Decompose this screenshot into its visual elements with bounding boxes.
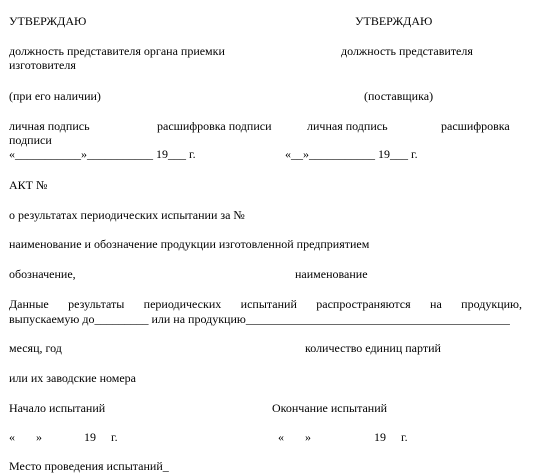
designation-label: обозначение, — [9, 267, 76, 281]
batch-count-label: количество единиц партий — [305, 341, 441, 355]
approval-title-left: УТВЕРЖДАЮ — [9, 14, 87, 28]
signature-decode-left: расшифровка подписи — [157, 119, 272, 133]
signature-label-right: личная подпись — [307, 119, 388, 133]
approval-date-right: «__»___________ 19___ г. — [285, 147, 418, 161]
product-line: наименование и обозначение продукции изготовленной предприятием — [9, 237, 370, 251]
approval-title-right: УТВЕРЖДАЮ — [355, 14, 433, 28]
test-start-date: « » 19 г. — [9, 430, 118, 444]
test-end-label: Окончание испытаний — [272, 401, 388, 415]
signature-decode-right: расшифровка — [441, 119, 510, 133]
signature-label-left: личная подпись — [9, 119, 90, 133]
month-year-label: месяц, год — [9, 341, 62, 355]
act-subject: о результатах периодических испытании за № — [9, 208, 245, 222]
act-title: АКТ № — [9, 178, 48, 192]
test-end-date: « » 19 г. — [278, 430, 408, 444]
signature-decode-right-cont: подписи — [9, 133, 52, 147]
spread-line-2: выпускаемую до_________ или на продукцию____________________________________________ — [9, 312, 510, 326]
test-place-label: Место проведения испытаний_ — [9, 459, 169, 473]
spread-line-1: Данные результаты периодических испытаний распространяются на продукцию, — [9, 297, 522, 311]
approval-date-left: «___________»___________ 19___ г. — [9, 147, 196, 161]
right-position: должность представителя — [341, 44, 473, 58]
right-note: (поставщика) — [364, 89, 434, 103]
name-label: наименование — [295, 267, 368, 281]
left-position-line2: изготовителя — [9, 58, 76, 72]
test-start-label: Начало испытаний — [9, 401, 106, 415]
left-note: (при его наличии) — [9, 89, 101, 103]
serials-label: или их заводские номера — [9, 371, 137, 385]
left-position-line1: должность представителя органа приемки — [9, 44, 225, 58]
